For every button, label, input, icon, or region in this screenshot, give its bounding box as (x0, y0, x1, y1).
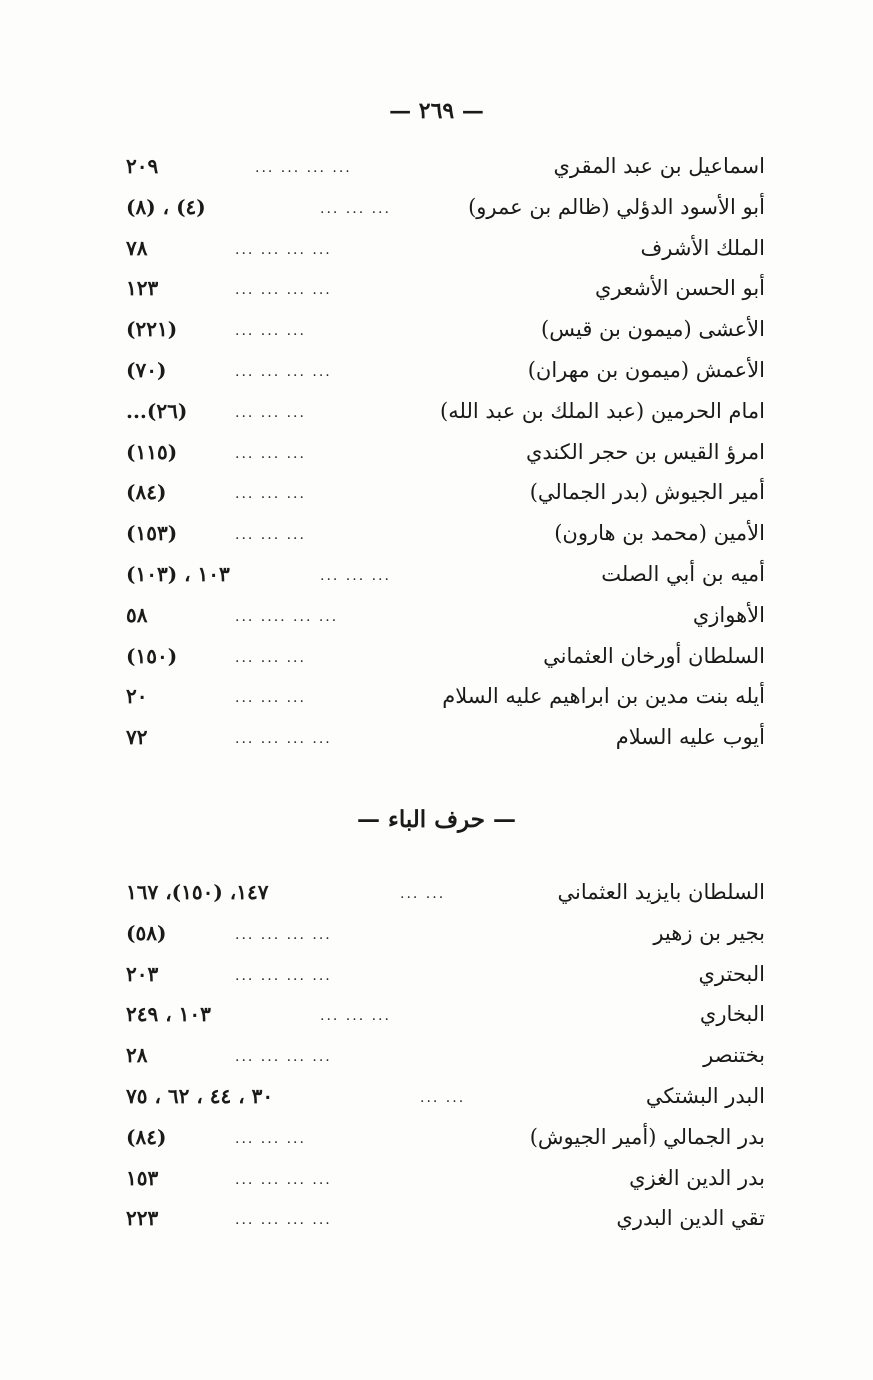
entry-pages: (٨٤) (126, 1124, 167, 1149)
index-entry (0, 1080, 873, 1121)
entry-name: الأعمش (ميمون بن مهران) (527, 357, 765, 382)
entry-name: أميه بن أبي الصلت (601, 561, 765, 586)
entry-pages: ٣٠ ، ٤٤ ، ٦٢ ، ٧٥ (126, 1083, 274, 1108)
entry-pages: ٧٨ (126, 235, 148, 260)
entry-pages: ١٠٣ ، (١٠٣) (126, 561, 230, 586)
index-entry (0, 517, 873, 558)
leader-dots: ... ... ... ... (235, 282, 332, 299)
index-entry (0, 998, 873, 1039)
entry-pages: (٢٢١) (126, 317, 178, 342)
entry-pages: ١٢٣ (126, 276, 159, 301)
entry-name: بدر الدين الغزي (629, 1165, 765, 1190)
leader-dots: ... ... ... ... (235, 926, 332, 943)
leader-dots: ... ... ... ... (235, 1212, 332, 1229)
entry-pages: ٢٠ (126, 684, 148, 709)
index-entry (0, 1162, 873, 1203)
leader-dots: ... ... ... (235, 404, 306, 421)
entry-pages: (١٥٠) (126, 643, 178, 668)
leader-dots: ... ... ... ... (235, 363, 332, 380)
leader-dots: ... ... ... ... (235, 1049, 332, 1066)
entry-pages: (١٥٣) (126, 521, 178, 546)
entry-name: أبو الأسود الدؤلي (ظالم بن عمرو) (468, 194, 765, 219)
entry-pages: ٢٨ (126, 1043, 148, 1068)
section-ba (0, 876, 873, 1243)
leader-dots: ... ... ... ... (235, 241, 332, 258)
leader-dots: ... ... ... (235, 527, 306, 544)
entry-name: أيله بنت مدين بن ابراهيم عليه السلام (442, 684, 765, 709)
entry-name: البدر البشتكي (645, 1083, 765, 1108)
leader-dots: ... ... ... (320, 200, 391, 217)
leader-dots: ... ... (420, 1089, 466, 1106)
entry-name: الأمين (محمد بن هارون) (554, 521, 765, 546)
index-entry (0, 640, 873, 681)
leader-dots: ... ... ... (235, 486, 306, 503)
index-entry (0, 1202, 873, 1243)
index-entry (0, 1121, 873, 1162)
entry-name: الأهوازي (692, 602, 765, 627)
leader-dots: ... ... ... (235, 323, 306, 340)
entry-pages: ٢٠٣ (126, 961, 159, 986)
leader-dots: ... ... (400, 886, 446, 902)
index-entry (0, 150, 873, 191)
entry-name: أمير الجيوش (بدر الجمالي) (529, 480, 765, 505)
leader-dots: ... ... ... (320, 1008, 391, 1025)
index-entry (0, 232, 873, 273)
entry-pages: ٢٢٣ (126, 1206, 159, 1231)
section-heading-ba: — حرف الباء — (357, 806, 516, 833)
entry-name: أيوب عليه السلام (615, 725, 765, 750)
section-alif (0, 150, 873, 762)
index-entry (0, 272, 873, 313)
entry-name: امام الحرمين (عبد الملك بن عبد الله) (440, 398, 765, 423)
index-entry (0, 436, 873, 477)
entry-pages: (٢٦)... (126, 398, 188, 423)
index-entry (0, 721, 873, 762)
entry-pages: ١٤٧، (١٥٠)، ١٦٧ (126, 880, 269, 904)
entry-pages: (٨٤) (126, 480, 167, 505)
index-entry (0, 191, 873, 232)
index-entry (0, 558, 873, 599)
index-entry (0, 476, 873, 517)
leader-dots: ... ... ... (235, 649, 306, 666)
entry-name: بدر الجمالي (أمير الجيوش) (529, 1124, 765, 1149)
entry-pages: (١١٥) (126, 439, 178, 464)
entry-pages: ٢٠٩ (126, 154, 159, 178)
leader-dots: ... ... ... (235, 690, 306, 707)
leader-dots: ... ... ... ... (255, 160, 352, 176)
leader-dots: ... ... ... (235, 1130, 306, 1147)
index-entry (0, 313, 873, 354)
leader-dots: ... ... ... ... (235, 731, 332, 748)
entry-name: الأعشى (ميمون بن قيس) (541, 317, 765, 342)
index-entry (0, 917, 873, 958)
entry-name: الملك الأشرف (640, 235, 765, 260)
entry-name: بختنصر (703, 1043, 765, 1068)
page-number: — ٢٦٩ — (389, 98, 484, 124)
entry-name: السلطان بايزيد العثماني (557, 880, 765, 904)
entry-name: البخاري (699, 1002, 765, 1027)
index-entry (0, 1039, 873, 1080)
entry-pages: (٥٨) (126, 920, 167, 945)
entry-pages: ٥٨ (126, 602, 148, 627)
entry-pages: (٤) ، (٨) (126, 194, 206, 219)
entry-name: أبو الحسن الأشعري (595, 276, 765, 301)
leader-dots: ... .... ... ... (235, 608, 339, 625)
entry-name: امرؤ القيس بن حجر الكندي (525, 439, 765, 464)
index-entry (0, 599, 873, 640)
index-entry (0, 958, 873, 999)
entry-pages: (٧٠) (126, 357, 167, 382)
index-entry (0, 680, 873, 721)
leader-dots: ... ... ... (320, 567, 391, 584)
entry-pages: ١٠٣ ، ٢٤٩ (126, 1002, 211, 1027)
entry-name: بجير بن زهير (653, 920, 765, 945)
index-entry (0, 395, 873, 436)
leader-dots: ... ... ... ... (235, 1171, 332, 1188)
leader-dots: ... ... ... ... (235, 967, 332, 984)
entry-name: تقي الدين البدري (616, 1206, 765, 1231)
index-entry (0, 354, 873, 395)
entry-name: البحتري (698, 961, 765, 986)
index-entry (0, 876, 873, 917)
entry-pages: ٧٢ (126, 725, 148, 750)
entry-pages: ١٥٣ (126, 1165, 159, 1190)
leader-dots: ... ... ... (235, 445, 306, 462)
entry-name: اسماعيل بن عبد المقري (553, 154, 765, 178)
entry-name: السلطان أورخان العثماني (543, 643, 765, 668)
